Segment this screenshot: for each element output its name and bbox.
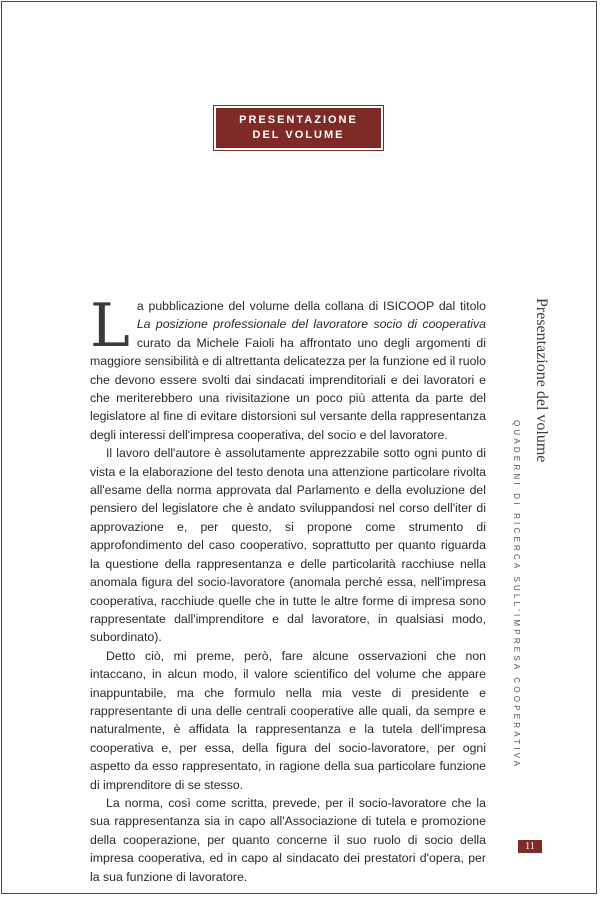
paragraph-4: La norma, così come scritta, prevede, per il socio-lavoratore che la sua rappresentanza sia in capo all'Associazione di tutela e promozione della cooperazione, per quanto concerne il suo ruolo di socio della impresa cooperativa, ed in capo al sindacato dei prestatori d'opera, per la sua funzione di lavoratore. [90,795,486,884]
paragraph-3: Detto ciò, mi preme, però, fare alcune osservazioni che non intaccano, in alcun modo, il valore scientifico del volume che appare inappuntabile, ma che formulo nella mia veste di presidente e rappresentante di una delle centrali cooperative alle quali, da sempre e naturalmente, è affidata la rappresentanza e la tutela dell'impresa cooperativa e, per essa, della figura del socio-lavoratore, per ogni aspetto da esso rappresentato, in ragione della sua particolare funzione di imprenditore di se stesso. [90,648,486,792]
series-title: QUADERNI DI RICERCA SULL'IMPRESA COOPERATIVA [512,420,521,770]
running-title: Presentazione del volume [533,298,550,463]
body-text [90,291,486,886]
book-title: La posizione professionale del lavoratore socio di cooperativa [136,317,486,332]
section-title-line2: DEL VOLUME [252,129,345,141]
drop-cap: L [90,291,130,361]
section-title-box [216,108,381,148]
section-title-line1: PRESENTAZIONE [239,114,358,126]
paragraph-1-text-b: curato da Michele Faioli ha affrontato uno degli argomenti di maggiore sensibilità e di altrettanta delicatezza per la funzione ed il ruolo che devono essere svolti dai sindacati imprenditoriali e dei lavoratori e che meriterebbero una rivisitazione un poco più attenta da parte del legislatore al fine di evitare distorsioni sul versante della rappresentanza degli interessi dell'impresa cooperativa, del socio e del lavoratore. [90,335,486,442]
paragraph-1 [90,291,486,444]
paragraph-2: Il lavoro dell'autore è assolutamente apprezzabile sotto ogni punto di vista e la elaborazione del testo denota una attenzione particolare rivolta all'esame della norma approvata dal Parlamento e della evoluzione del pensiero del legislatore che è andato sviluppandosi nel corso dell'iter di approvazione e, per questo, si propone come strumento di approfondimento del caso cooperativo, soprattutto per quanto riguarda la questione della rappresentanza e delle particolarità racchiuse nella anomala figura del socio-lavoratore (anomala perché essa, nell'impresa cooperativa, racchiude quelle che in tutte le altre forme di impresa sono rappresentate dall'imprenditore e dal lavoratore, in qualsiasi modo, subordinato). [90,446,486,645]
page-number: 11 [518,840,542,853]
paragraph-1-text-a: a pubblicazione del volume della collana di ISICOOP dal titolo [136,299,486,313]
